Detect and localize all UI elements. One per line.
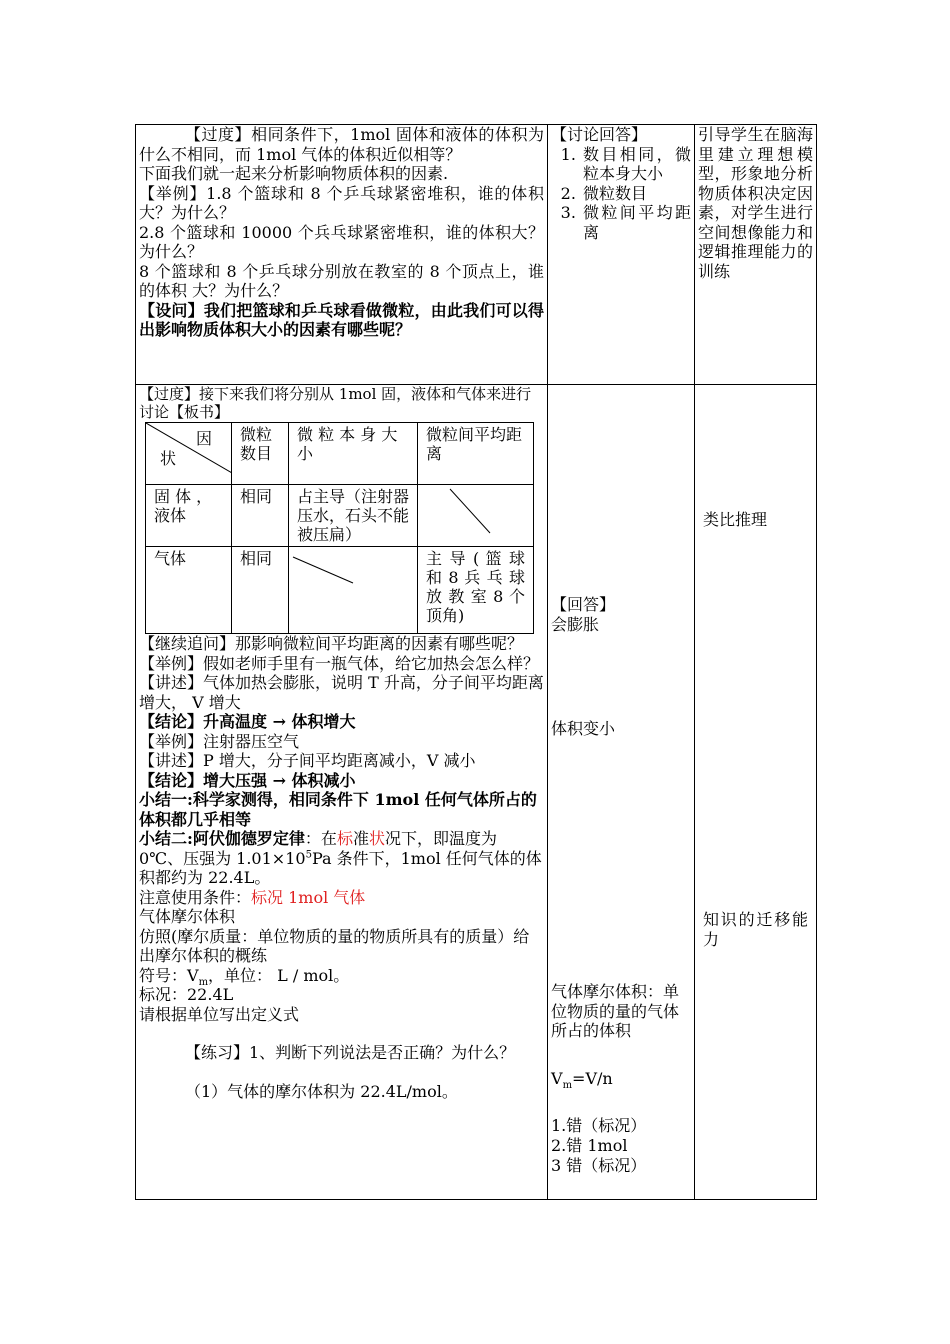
design-intent-text: 引导学生在脑海里建立理想模型，形象地分析物质体积决定因素，对学生进行空间想像能力和逻辑推理能力的训练 xyxy=(698,125,813,281)
table-cell: 相同 xyxy=(232,547,289,634)
process-cell xyxy=(136,125,548,385)
row-label: 气体 xyxy=(146,547,232,634)
design-intent-cell xyxy=(695,125,817,385)
definition-prompt: 请根据单位写出定义式 xyxy=(139,1004,300,1024)
answer-formula: $V_m=V/n$ xyxy=(551,1069,613,1092)
exercise-item-1: （1）气体的摩尔体积为 22.4L/mol。 xyxy=(185,1081,458,1101)
follow-up-question: 【继续追问】那影响微粒间平均距离的因素有哪些呢？ xyxy=(139,634,524,653)
row-label: 固 体 ，液体 xyxy=(146,485,232,547)
design-intent-cell xyxy=(695,385,817,1200)
summary-two: 小结二:阿伏伽德罗定律：在标准状况下，即温度为 0℃、压强为 $1.01\times 10^5Pa$ 条件下，1mol 任何气体的体积都约为 22.4L。 xyxy=(139,829,542,887)
diagonal-header-cell xyxy=(146,423,232,485)
analogy-prompt: 仿照(摩尔质量：单位物质的量的物质所具有的质量）给出摩尔体积的概练 xyxy=(139,926,530,965)
board-row-solid-liquid xyxy=(146,485,534,547)
example-2: 2.8 个篮球和 10000 个兵乓球紧密堆积，谁的体积大？为什么？ xyxy=(139,222,544,261)
student-activity-cell xyxy=(548,385,695,1200)
board-header-row xyxy=(146,423,534,485)
usage-note: 注意使用条件：标况 1mol 气体 xyxy=(139,887,366,907)
example-1: 【举例】1.8 个篮球和 8 个乒乓球紧密堆积，谁的体积 大？为什么？ xyxy=(139,183,544,222)
answer-1: 1.错（标况） xyxy=(551,1116,647,1135)
heating-example: 【举例】假如老师手里有一瓶气体，给它加热会怎么样？ xyxy=(139,653,540,673)
discussion-list xyxy=(551,145,691,243)
answer-2: 2.错 1mol xyxy=(551,1136,628,1155)
list-item: 1. 数目相同，微粒本身大小 xyxy=(581,145,691,184)
header-cell: 微粒间平均距离 xyxy=(418,423,534,485)
usage-conditions: 标况 1mol 气体 xyxy=(251,887,366,907)
syringe-example: 【举例】注射器压空气 xyxy=(139,731,300,751)
summary-one: 小结一:科学家测得，相同条件下 1mol 任何气体所占的体积都几乎相等 xyxy=(139,790,537,829)
transition-question: 相同条件下，1mol 固体和液体的体积为什么不相同，而 1mol 气体的体积近似相等？ xyxy=(139,125,544,164)
header-cell: 微 粒 本 身 大 小 xyxy=(289,423,418,485)
analysis-intro: 下面我们就一起来分析影响物质体积的因素. xyxy=(139,164,449,183)
list-item: 2. 微粒数目 xyxy=(581,184,691,204)
diagonal-line xyxy=(146,423,232,485)
pressure-explanation: 【讲述】P 增大，分子间平均距离减小，V 减小 xyxy=(139,751,476,770)
header-state-label: 状 xyxy=(160,449,177,468)
header-factor-label: 因 xyxy=(196,429,213,448)
table-row xyxy=(136,125,817,385)
heating-explanation: 【讲述】气体加热会膨胀，说明 T 升高，分子间平均距离增大， V 增大 xyxy=(139,673,544,712)
example-3: 8 个篮球和 8 个乒乓球分别放在教室的 8 个顶点上，谁的体积 大？为什么？ xyxy=(139,261,544,300)
avogadro-law-title: 小结二:阿伏伽德罗定律 xyxy=(139,829,305,848)
header-cell: 微粒数目 xyxy=(232,423,289,485)
slash-mark xyxy=(289,547,418,634)
discussion-title: 【讨论回答】 xyxy=(551,125,648,144)
table-cell: 相同 xyxy=(232,485,289,547)
process-cell xyxy=(136,385,548,1200)
conclusion-pressure: 【结论】增大压强 → 体积减小 xyxy=(139,770,356,790)
board-table xyxy=(145,422,534,634)
list-item: 3. 微粒间平均距离 xyxy=(581,203,691,242)
question-prompt: 【设问】我们把篮球和乒乓球看做微粒，由此我们可以得出影响物质体积大小的因素有哪些呢？ xyxy=(139,300,544,339)
answer-shrink: 体积变小 xyxy=(551,719,616,738)
table-row xyxy=(136,385,817,1200)
conclusion-temperature: 【结论】升高温度 → 体积增大 xyxy=(139,712,356,731)
answer-expand: 会膨胀 xyxy=(551,615,600,634)
slash-cell xyxy=(418,485,534,547)
slash-cell xyxy=(289,547,418,634)
student-activity-cell xyxy=(548,125,695,385)
table-cell: 占主导（注射器压水，石头不能被压扁） xyxy=(289,485,418,547)
exercise-prompt: 【练习】1、判断下列说法是否正确？为什么？ xyxy=(185,1043,516,1062)
answer-tag: 【回答】 xyxy=(551,595,616,614)
symbol-unit: 符号：$V_m$，单位： L / mol。 xyxy=(139,965,350,988)
table-cell: 主 导 ( 篮 球 和 8 兵 乓 球 放 教 室 8 个 顶角) xyxy=(418,547,534,634)
slash-mark xyxy=(418,485,534,542)
transition-tag: 【过度】 xyxy=(185,125,252,144)
answer-molar-volume: 气体摩尔体积：单位物质的量的气体所占的体积 xyxy=(551,982,680,1040)
answer-3: 3 错（标况） xyxy=(551,1156,647,1175)
transition-intro: 【过度】接下来我们将分别从 1mol 固，液体和气体来进行讨论【板书】 xyxy=(139,385,532,421)
knowledge-transfer: 知识的迁移能力 xyxy=(703,910,808,949)
board-row-gas xyxy=(146,547,534,634)
molar-volume-heading: 气体摩尔体积 xyxy=(139,907,236,926)
analogy-reasoning: 类比推理 xyxy=(703,510,768,529)
standard-value: 标况：22.4L xyxy=(139,985,234,1004)
lesson-plan-table xyxy=(135,124,817,1200)
